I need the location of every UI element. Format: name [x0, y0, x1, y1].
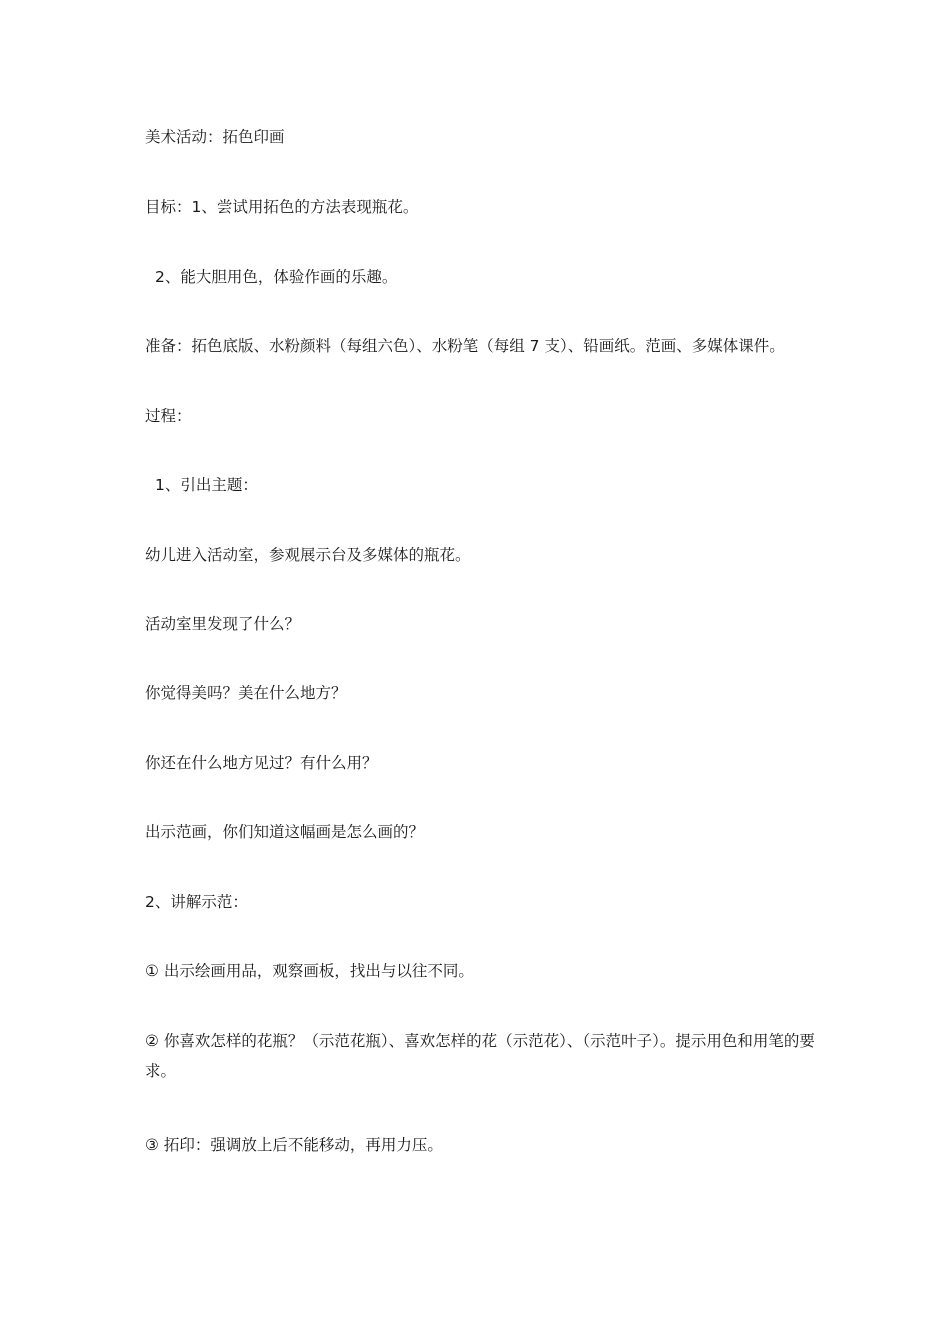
document-title: 美术活动：拓色印画 [145, 128, 285, 146]
step-1-line-1: 幼儿进入活动室，参观展示台及多媒体的瓶花。 [145, 546, 471, 564]
step-1-question-1: 活动室里发现了什么？ [145, 615, 301, 633]
step-1-question-3: 你还在什么地方见过？有什么用？ [145, 754, 378, 772]
goal-1: 目标：1、尝试用拓色的方法表现瓶花。 [145, 198, 419, 216]
step-1-heading: 1、引出主题： [155, 476, 258, 494]
step-2-item-1: ① 出示绘画用品，观察画板，找出与以往不同。 [145, 962, 474, 980]
step-2-item-3: ③ 拓印：强调放上后不能移动，再用力压。 [145, 1136, 443, 1154]
step-1-question-2: 你觉得美吗？美在什么地方？ [145, 684, 347, 702]
step-1-question-4: 出示范画，你们知道这幅画是怎么画的？ [145, 823, 425, 841]
preparation: 准备：拓色底版、水粉颜料（每组六色）、水粉笔（每组 7 支）、铅画纸。范画、多媒体课件。 [145, 337, 785, 355]
step-2-item-2: ② 你喜欢怎样的花瓶？（示范花瓶）、喜欢怎样的花（示范花）、（示范叶子）。提示用色和用笔的要求。 [145, 1032, 815, 1080]
process-heading: 过程： [145, 407, 192, 425]
step-2-heading: 2、讲解示范： [145, 893, 248, 911]
goal-2: 2、能大胆用色，体验作画的乐趣。 [155, 268, 398, 286]
